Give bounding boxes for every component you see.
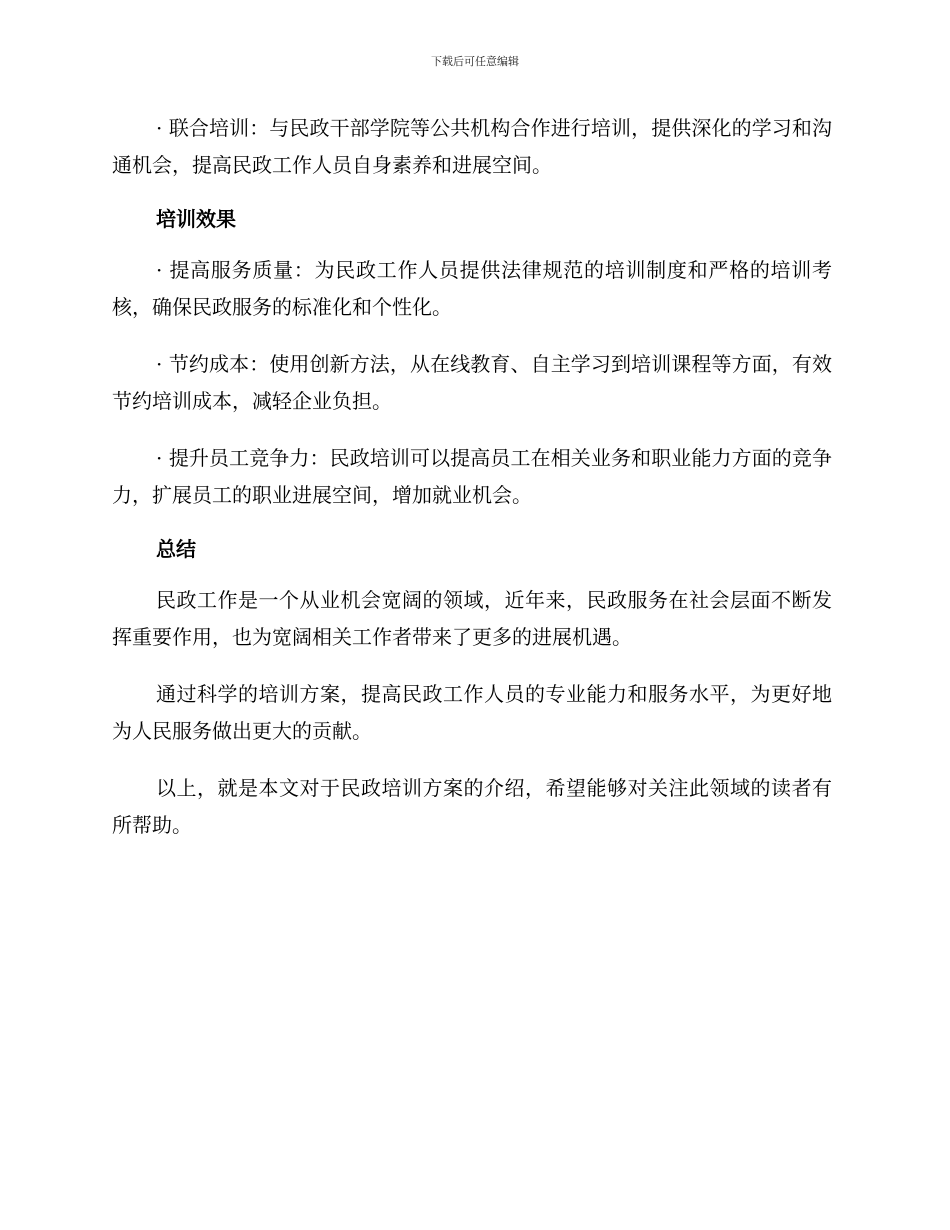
bullet-service-quality: · 提高服务质量：为民政工作人员提供法律规范的培训制度和严格的培训考核，确保民政服务的标准化和个性化。 [112, 258, 832, 319]
summary-paragraph-3: 以上，就是本文对于民政培训方案的介绍，希望能够对关注此领域的读者有所帮助。 [112, 776, 832, 837]
bullet-cost-saving: · 节约成本：使用创新方法，从在线教育、自主学习到培训课程等方面，有效节约培训成本，减轻企业负担。 [112, 352, 832, 413]
bullet-competitiveness: · 提升员工竞争力：民政培训可以提高员工在相关业务和职业能力方面的竞争力，扩展员工的职业进展空间，增加就业机会。 [112, 446, 832, 507]
section-heading-summary: 总结 [156, 537, 196, 561]
summary-paragraph-2: 通过科学的培训方案，提高民政工作人员的专业能力和服务水平，为更好地为人民服务做出更大的贡献。 [112, 682, 832, 743]
page-header: 下载后可任意编辑 [431, 55, 519, 68]
document-body [112, 110, 832, 864]
bullet-joint-training: · 联合培训：与民政干部学院等公共机构合作进行培训，提供深化的学习和沟通机会，提高民政工作人员自身素养和进展空间。 [112, 116, 832, 177]
summary-paragraph-1: 民政工作是一个从业机会宽阔的领域，近年来，民政服务在社会层面不断发挥重要作用，也为宽阔相关工作者带来了更多的进展机遇。 [112, 588, 832, 649]
section-heading-training-effect: 培训效果 [156, 207, 236, 231]
